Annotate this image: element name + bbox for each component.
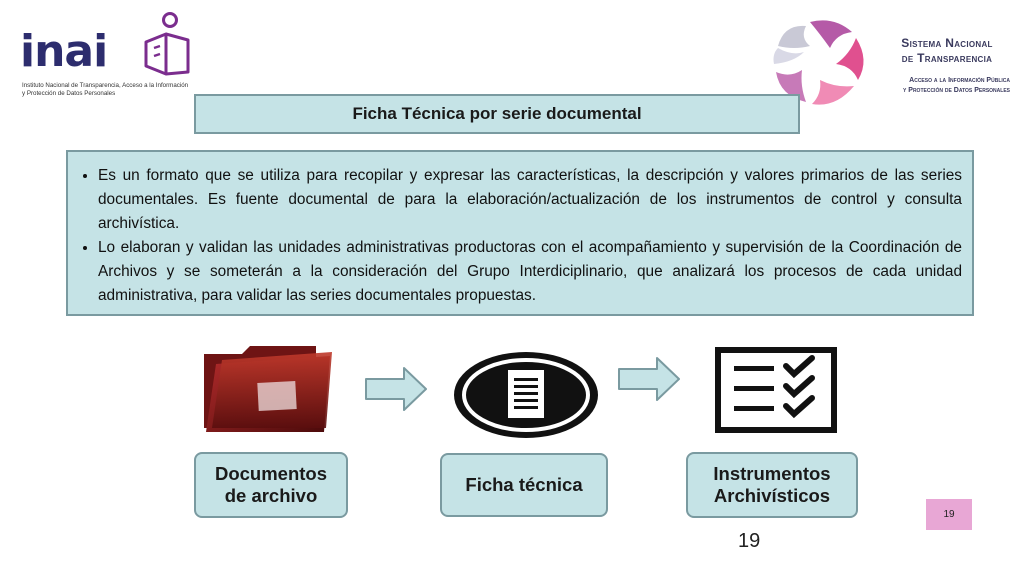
inai-book-figure-icon bbox=[140, 12, 192, 78]
bullet-box bbox=[66, 150, 974, 316]
snt-title-line2: de Transparencia bbox=[901, 51, 993, 65]
flow-step-ficha-tecnica: Ficha técnica bbox=[440, 453, 608, 517]
snt-subtitle-line1: Acceso a la Información Pública bbox=[909, 77, 1010, 84]
snt-title bbox=[884, 36, 1010, 66]
flow-step-documentos-line2: de archivo bbox=[224, 485, 318, 506]
bullet-item: • Lo elaboran y validan las unidades administrativas productoras con el acompañamiento y supervisión de la Coordinación de Archivos y se someterán a la consideración del Grupo Interdiciplinario, que analizará los procesos de cada unidad administrativa, para validar las series documentales propuestas. bbox=[98, 236, 962, 308]
checklist-icon bbox=[714, 346, 838, 434]
snt-subtitle bbox=[870, 76, 1010, 96]
snt-title-line1: Sistema Nacional bbox=[901, 36, 993, 50]
flow-step-instrumentos-line2: Archivísticos bbox=[713, 485, 831, 506]
flow-step-documentos bbox=[194, 452, 348, 518]
bullet-list bbox=[76, 164, 962, 308]
page-badge: 19 bbox=[926, 499, 972, 530]
inai-logo bbox=[18, 12, 189, 97]
document-oval-icon bbox=[452, 350, 600, 440]
inai-logo-text: inai bbox=[20, 26, 108, 77]
folder-icon bbox=[198, 344, 338, 436]
snt-subtitle-line2: y Protección de Datos Personales bbox=[903, 87, 1010, 94]
flow-step-instrumentos-line1: Instrumentos bbox=[713, 463, 831, 484]
flow-step-instrumentos bbox=[686, 452, 858, 518]
bullet-item: • Es un formato que se utiliza para recopilar y expresar las características, la descripción y valores primarios de las series documentales. Es fuente documental de para la elaboración/actualización de los instrumentos de control y consulta archivística. bbox=[98, 164, 962, 236]
flow-step-documentos-line1: Documentos bbox=[214, 463, 328, 484]
arrow-right-icon bbox=[364, 366, 428, 412]
page-number: 19 bbox=[738, 530, 761, 552]
arrow-right-icon bbox=[617, 356, 681, 402]
inai-subtitle: Instituto Nacional de Transparencia, Acceso a la Información y Protección de Datos Personales bbox=[22, 82, 189, 97]
slide-title: Ficha Técnica por serie documental bbox=[194, 94, 800, 134]
snt-logo bbox=[770, 14, 1010, 106]
